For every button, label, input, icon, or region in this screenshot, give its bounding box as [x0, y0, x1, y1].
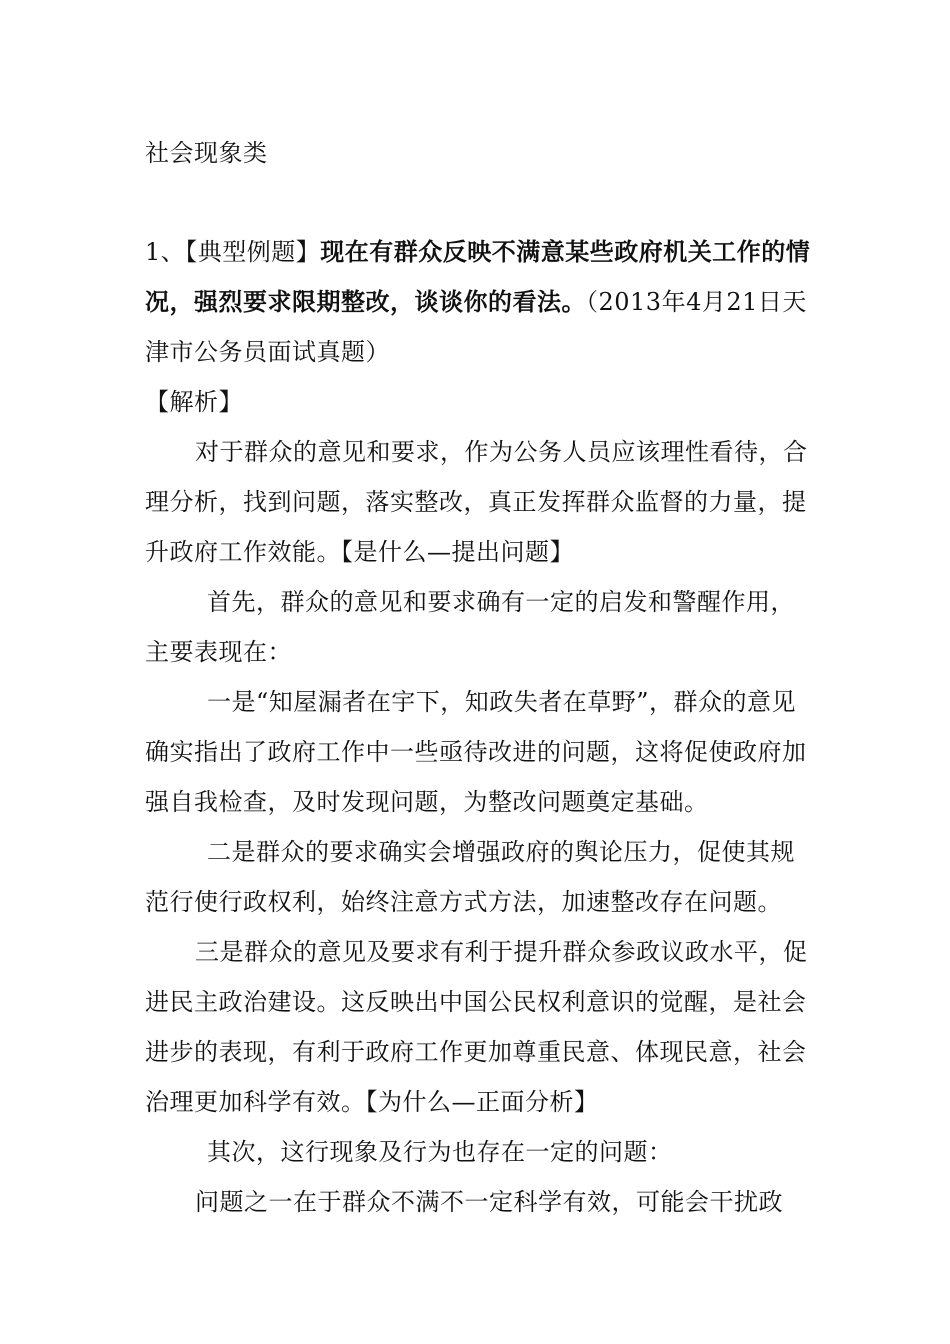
paragraph-point-three: 三是群众的意见及要求有利于提升群众参政议政水平，促进民主政治建设。这反映出中国公民权利意识的觉醒，是社会进步的表现，有利于政府工作更加尊重民意、体现民意，社会治理更加科学有效。【为什么—正面分析】 [145, 938, 808, 1116]
paragraph-point-one: 一是“知屋漏者在宇下，知政失者在草野”，群众的意见确实指出了政府工作中一些亟待改进的问题，这将促使政府加强自我检查，及时发现问题，为整改问题奠定基础。 [145, 688, 807, 816]
question-source: （2013年4月21日天津市公务员面试真题） [145, 288, 807, 366]
document-body [145, 128, 815, 1227]
paragraph-second: 其次，这行现象及行为也存在一定的问题： [207, 1138, 673, 1166]
question-text: 现在有群众反映不满意某些政府机关工作的情况，强烈要求限期整改，谈谈你的看法。 [145, 237, 811, 316]
paragraph-problem-one: 问题之一在于群众不满不一定科学有效，可能会干扰政 [195, 1188, 783, 1216]
paragraph-first: 首先，群众的意见和要求确有一定的启发和警醒作用，主要表现在： [145, 588, 795, 666]
example-question [145, 227, 815, 377]
paragraph-intro: 对于群众的意见和要求，作为公务人员应该理性看待，合理分析，找到问题，落实整改，真正发挥群众监督的力量，提升政府工作效能。【是什么—提出问题】 [145, 438, 808, 566]
question-prefix: 1、【典型例题】 [145, 238, 321, 266]
section-title: 社会现象类 [145, 139, 268, 167]
paragraph-point-two: 二是群众的要求确实会增强政府的舆论压力，促使其规范行使行政权利，始终注意方式方法，加速整改存在问题。 [145, 838, 795, 916]
analysis-label: 【解析】 [145, 388, 243, 416]
